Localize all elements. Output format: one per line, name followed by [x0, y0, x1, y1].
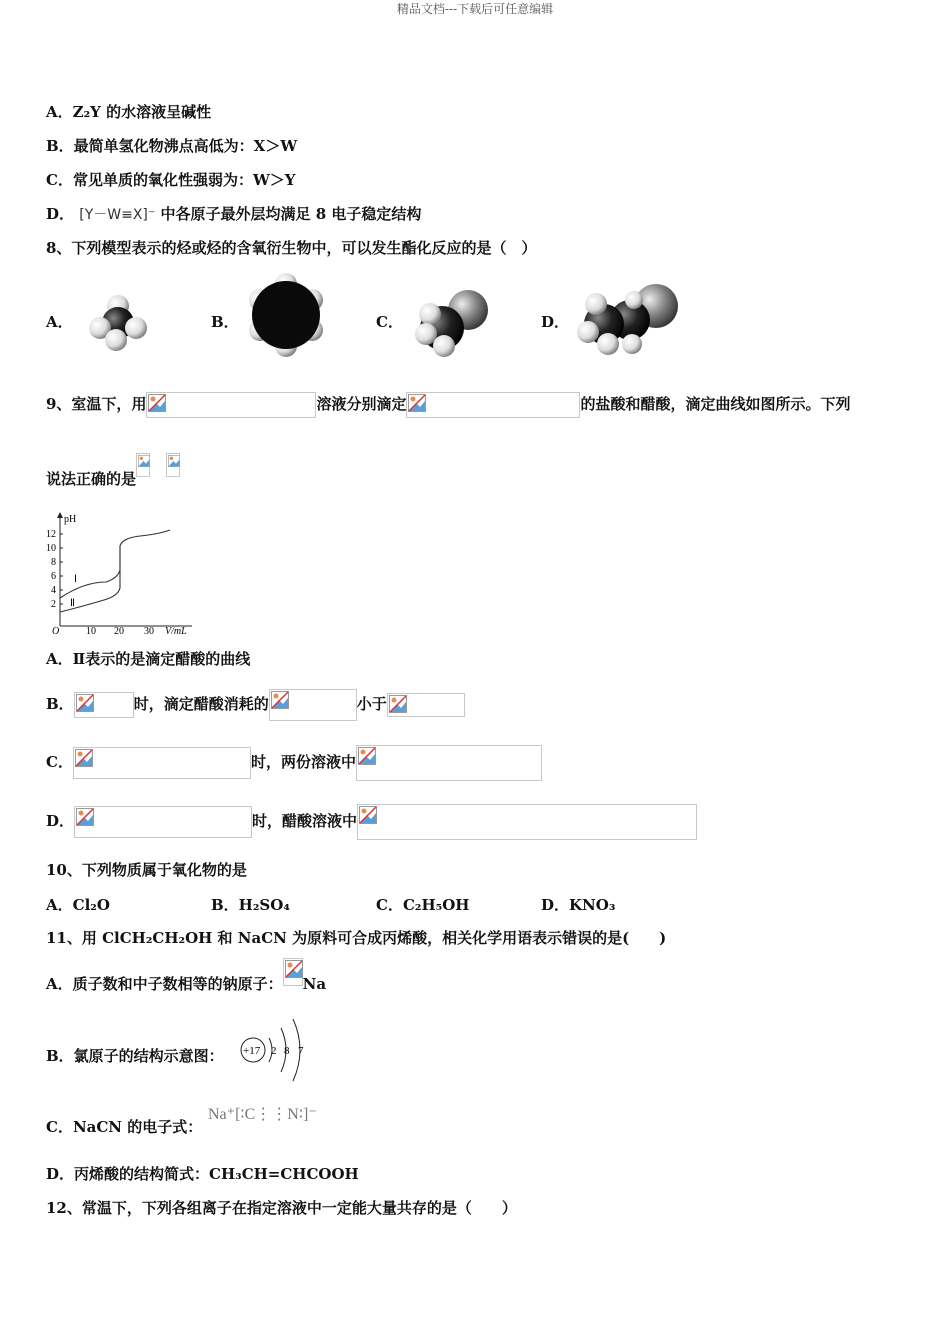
q12-stem: 12、常温下，下列各组离子在指定溶液中一定能大量共存的是（ ）: [46, 1199, 517, 1217]
q8-label-d: D．: [541, 313, 570, 331]
q9-option-b: [46, 684, 465, 724]
q8-stem: 8、下列模型表示的烃或烃的含氧衍生物中，可以发生酯化反应的是（ ）: [46, 239, 537, 257]
y-tick: 8: [51, 557, 56, 568]
q9-stem-part3: 的盐酸和醋酸，滴定曲线如图所示。下列: [580, 395, 851, 413]
titration-curve-chart: [44, 508, 204, 638]
q7-option-d-formula: [Y－W≡X]⁻: [79, 207, 156, 223]
broken-image-icon: [271, 691, 289, 709]
q11-option-a-text: A．质子数和中子数相等的钠原子：: [46, 975, 283, 993]
nucleus-charge: +17: [243, 1045, 261, 1057]
broken-image-icon: [408, 394, 426, 412]
q10-option-b: B．H₂SO₄: [211, 896, 290, 914]
nacn-electron-formula: Na⁺[∶C⋮⋮N∶]⁻: [208, 1106, 317, 1123]
q11-option-a: [46, 960, 326, 1008]
q9-option-b-text1: 时，滴定醋酸消耗的: [133, 695, 269, 713]
q9-option-c-text: 时，两份溶液中: [250, 753, 356, 771]
q9-option-b-text2: 小于: [356, 695, 387, 713]
q10-stem: 10、下列物质属于氧化物的是: [46, 861, 247, 879]
shell-electrons: 2: [271, 1045, 277, 1057]
curve-acetic: [60, 530, 170, 598]
formula-image-placeholder: [74, 806, 252, 838]
broken-image-icon: [76, 808, 94, 826]
broken-image-icon: [358, 747, 376, 765]
q9-option-c: [46, 740, 542, 784]
curve-label-2: Ⅱ: [70, 598, 75, 609]
molecule-model-b-image: [242, 270, 330, 360]
broken-image-icon: [168, 455, 180, 467]
q9-stem-line1: [46, 380, 850, 428]
broken-image-icon: [76, 694, 94, 712]
q7-option-a: A．Z₂Y 的水溶液呈碱性: [46, 103, 212, 121]
q8-label-a: A．: [46, 313, 73, 331]
q11-option-d: D．丙烯酸的结构简式：CH₃CH=CHCOOH: [46, 1165, 359, 1183]
shell-electrons: 7: [298, 1045, 304, 1057]
molecule-model-a-image: [84, 290, 154, 352]
q11-option-c: C．NaCN 的电子式：: [46, 1118, 203, 1136]
y-tick: 4: [51, 585, 56, 596]
q8-label-c: C．: [376, 313, 403, 331]
q7-option-d-label: D．: [46, 205, 75, 223]
q9-option-d: [46, 799, 697, 843]
formula-image-placeholder: [73, 747, 251, 779]
broken-image-icon: [359, 806, 377, 824]
origin-label: O: [52, 626, 60, 637]
q11-option-b: B．氯原子的结构示意图：: [46, 1047, 224, 1065]
chlorine-atom-diagram: [238, 1016, 314, 1082]
y-tick: 2: [51, 599, 56, 610]
q9-stem-part2: 溶液分别滴定: [316, 395, 407, 413]
y-tick: 12: [46, 529, 56, 540]
q11-option-a-symbol: Na: [302, 975, 327, 993]
curve-label-1: Ⅰ: [74, 574, 77, 585]
x-tick: 10: [86, 626, 96, 637]
broken-image-icon: [389, 695, 407, 713]
broken-image-icon: [285, 960, 303, 978]
y-axis-label: pH: [64, 514, 77, 525]
y-ticks: [46, 529, 56, 610]
formula-image-placeholder: [387, 693, 465, 717]
q9-stem-part1: 9、室温下，用: [46, 395, 147, 413]
q7-option-b: B．最简单氢化物沸点高低为：X＞W: [46, 137, 298, 155]
y-tick: 10: [46, 543, 56, 554]
q11-stem: 11、用 ClCH₂CH₂OH 和 NaCN 为原料可合成丙烯酸，相关化学用语表示错误的是( ): [46, 929, 667, 947]
shell-electrons: 8: [284, 1045, 290, 1057]
formula-image-placeholder: [269, 689, 357, 721]
formula-image-placeholder: [166, 453, 180, 477]
molecule-model-c-image: [408, 286, 492, 360]
q9-option-d-text: 时，醋酸溶液中: [252, 812, 358, 830]
formula-image-placeholder: [356, 745, 542, 781]
broken-image-icon: [148, 394, 166, 412]
formula-image-placeholder: [357, 804, 697, 840]
formula-image-placeholder: [406, 392, 580, 418]
q9-option-c-label: C．: [46, 753, 73, 771]
formula-image-placeholder: [74, 692, 134, 718]
broken-image-icon: [75, 749, 93, 767]
page-header: 精品文档---下载后可任意编辑: [396, 2, 554, 16]
curve-hcl: [60, 546, 120, 612]
x-tick: 30: [144, 626, 154, 637]
x-tick: 20: [114, 626, 124, 637]
broken-image-icon: [138, 455, 150, 467]
q10-option-a: A．Cl₂O: [46, 896, 110, 914]
molecule-model-d-image: [574, 280, 684, 360]
q9-option-b-label: B．: [46, 695, 74, 713]
q7-option-c: C．常见单质的氧化性强弱为：W＞Y: [46, 171, 296, 189]
q9-stem-line2: [46, 455, 180, 503]
q10-option-d: D．KNO₃: [541, 896, 616, 914]
formula-image-placeholder: [146, 392, 316, 418]
q9-option-a: A．Ⅱ表示的是滴定醋酸的曲线: [46, 650, 251, 668]
y-tick: 6: [51, 571, 56, 582]
q9-option-d-label: D．: [46, 812, 75, 830]
q7-option-d: [46, 204, 421, 225]
x-axis-label: V/mL: [165, 626, 187, 637]
formula-image-placeholder: [283, 958, 303, 986]
formula-image-placeholder: [136, 453, 150, 477]
q8-label-b: B．: [211, 313, 239, 331]
q10-option-c: C．C₂H₅OH: [376, 896, 470, 914]
q7-option-d-text: 中各原子最外层均满足 8 电子稳定结构: [160, 205, 422, 223]
q9-stem-part4: 说法正确的是: [46, 470, 137, 488]
